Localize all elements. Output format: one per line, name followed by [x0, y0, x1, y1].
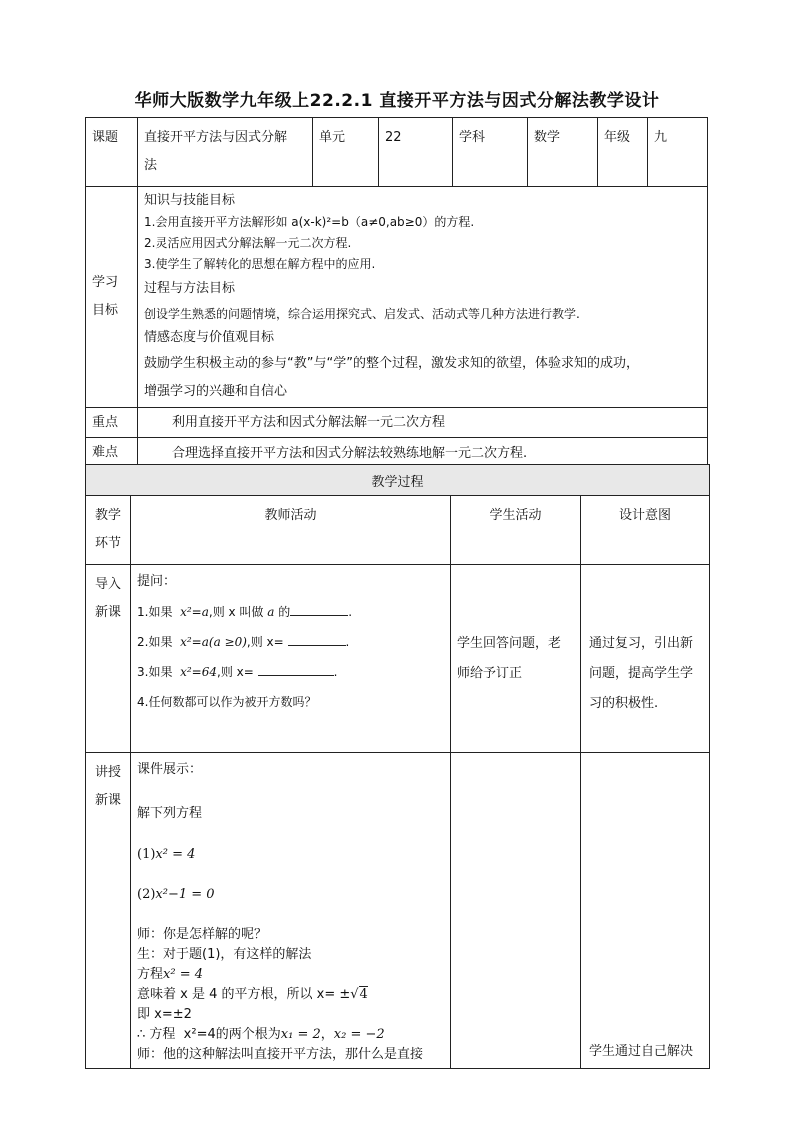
objective-item: 鼓励学生积极主动的参与“教”与“学”的整个过程，激发求知的欲望，体验求知的成功， — [144, 356, 639, 371]
info-row — [86, 118, 708, 187]
intro-ask: 提问： — [137, 574, 177, 589]
col-stage-line1: 教学 — [94, 508, 121, 523]
objectives-label-line1: 学习 — [92, 275, 119, 290]
intro-row — [86, 565, 710, 753]
difficulty-text: 合理选择直接开平方法和因式分解法较熟练地解一元二次方程. — [138, 438, 708, 468]
grade-label: 年级 — [598, 118, 648, 187]
key-point-text: 利用直接开平方法和因式分解法解一元二次方程 — [138, 408, 708, 438]
lecture-stage — [86, 753, 131, 1069]
lecture-teacher — [131, 753, 451, 1069]
intro-question-3: 3.如果 x²=64,则 x= . — [137, 657, 444, 687]
intro-stage — [86, 565, 131, 753]
lecture-solve: 解下列方程 — [137, 806, 203, 821]
key-point-row — [86, 408, 708, 438]
grade-value: 九 — [648, 118, 708, 187]
objective-item: 1.会用直接开平方法解形如 a(x-k)²=b（a≠0,ab≥0）的方程. — [144, 215, 475, 229]
lesson-label: 课题 — [86, 118, 138, 187]
key-point-label: 重点 — [86, 408, 138, 438]
difficulty-label: 难点 — [86, 438, 138, 468]
objective-item: 增强学习的兴趣和自信心 — [144, 384, 288, 399]
col-teacher: 教师活动 — [131, 496, 451, 565]
intro-teacher — [131, 565, 451, 753]
lecture-student-line: 即 x=±2 — [137, 1007, 192, 1022]
intro-intent — [581, 565, 710, 753]
objective-heading-process: 过程与方法目标 — [144, 281, 236, 296]
answer-blank — [290, 601, 348, 616]
subject-label: 学科 — [453, 118, 528, 187]
unit-value: 22 — [379, 118, 453, 187]
intro-question-4: 4.任何数都可以作为被开方数吗？ — [137, 695, 317, 709]
lecture-student-line: 生：对于题(1)，有这样的解法 — [137, 947, 312, 962]
col-stage-line2: 环节 — [94, 536, 121, 551]
lesson-value — [138, 118, 313, 187]
objective-heading-emotion: 情感态度与价值观目标 — [144, 330, 275, 345]
intro-intent-line2: 问题，提高学生学 — [589, 666, 694, 681]
teaching-process-table — [85, 464, 710, 1069]
unit-label: 单元 — [313, 118, 379, 187]
difficulty-row — [86, 438, 708, 468]
intro-student-line1: 学生回答问题，老 — [457, 636, 562, 651]
subject-value: 数学 — [528, 118, 598, 187]
intro-student — [451, 565, 581, 753]
objective-heading-knowledge: 知识与技能目标 — [144, 193, 236, 208]
lesson-value-line1: 直接开平方法与因式分解 — [144, 130, 288, 145]
lecture-intent: 学生通过自己解决 — [581, 753, 710, 1069]
objective-item: 2.灵活应用因式分解法解一元二次方程. — [144, 236, 352, 250]
lecture-student-line: 意味着 x 是 4 的平方根，所以 x= ±√4 — [137, 987, 368, 1002]
objective-item: 3.使学生了解转化的思想在解方程中的应用. — [144, 257, 376, 271]
objectives-label — [86, 187, 138, 408]
lecture-stage-line1: 讲授 — [94, 765, 121, 780]
page-title: 华师大版数学九年级上22.2.1 直接开平方法与因式分解法教学设计 — [134, 91, 660, 111]
lecture-row — [86, 753, 710, 1069]
lecture-stage-line2: 新课 — [94, 793, 121, 808]
objective-item: 创设学生熟悉的问题情境，综合运用探究式、启发式、活动式等几种方法进行教学. — [144, 307, 580, 321]
intro-intent-line3: 习的积极性. — [589, 696, 659, 711]
intro-stage-line1: 导入 — [94, 577, 121, 592]
lecture-teacher-line: 师：他的这种解法叫直接开平方法，那什么是直接 — [137, 1047, 424, 1062]
objectives-content — [138, 187, 708, 408]
lecture-student — [451, 753, 581, 1069]
intro-student-line2: 师给予订正 — [457, 666, 523, 681]
lecture-show: 课件展示： — [137, 762, 203, 777]
intro-stage-line2: 新课 — [94, 605, 121, 620]
lecture-teacher-line: 师：你是怎样解的呢？ — [137, 927, 268, 942]
process-header-row — [86, 465, 710, 496]
answer-blank — [288, 631, 346, 646]
col-intent: 设计意图 — [581, 496, 710, 565]
col-stage — [86, 496, 131, 565]
intro-intent-line1: 通过复习，引出新 — [589, 636, 694, 651]
lesson-info-table — [85, 117, 708, 468]
objectives-row — [86, 187, 708, 408]
objectives-label-line2: 目标 — [92, 303, 119, 318]
lecture-equation-1: (1)x² = 4 — [137, 847, 196, 862]
process-header: 教学过程 — [86, 465, 710, 496]
sqrt-sign-icon: √ — [350, 987, 359, 1002]
lecture-equation-2: (2)x²−1 = 0 — [137, 887, 215, 902]
lecture-student-line: 方程x² = 4 — [137, 967, 203, 982]
process-columns-row — [86, 496, 710, 565]
intro-question-1: 1.如果 x²=a,则 x 叫做 a 的 . — [137, 597, 444, 627]
lesson-value-line2: 法 — [144, 158, 158, 173]
col-student: 学生活动 — [451, 496, 581, 565]
answer-blank — [258, 661, 334, 676]
intro-question-2: 2.如果 x²=a(a ≥0),则 x= . — [137, 627, 444, 657]
lecture-student-line: ∴ 方程 x²=4的两个根为x₁ = 2，x₂ = −2 — [137, 1027, 385, 1042]
